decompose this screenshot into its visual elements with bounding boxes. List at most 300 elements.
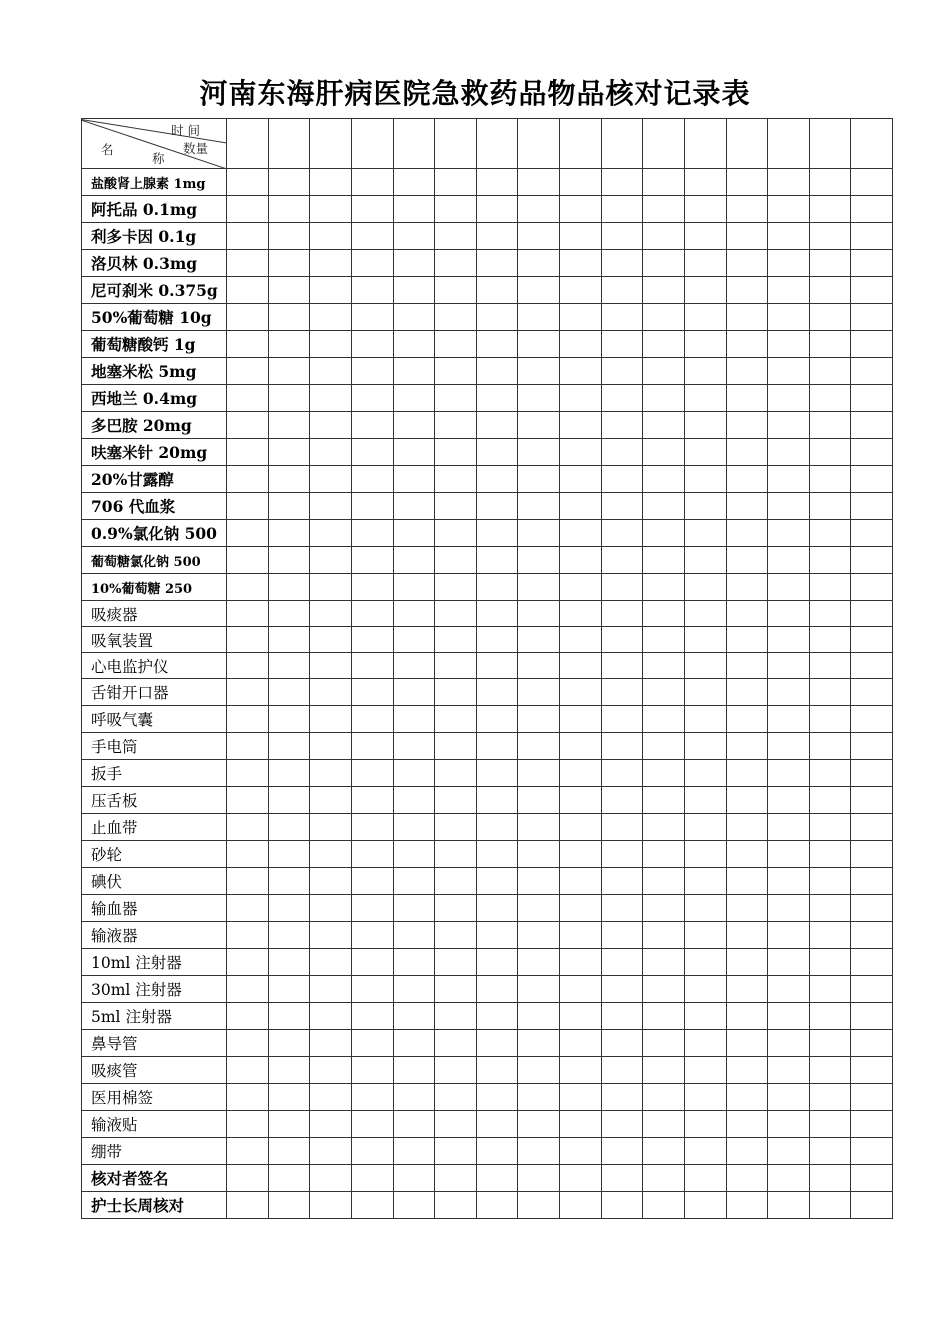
- check-cell[interactable]: [435, 679, 477, 706]
- check-cell[interactable]: [476, 250, 518, 277]
- check-cell[interactable]: [435, 1030, 477, 1057]
- check-cell[interactable]: [809, 601, 851, 627]
- check-cell[interactable]: [768, 196, 810, 223]
- check-cell[interactable]: [227, 169, 269, 196]
- check-cell[interactable]: [851, 412, 893, 439]
- check-cell[interactable]: [560, 547, 602, 574]
- check-cell[interactable]: [351, 169, 393, 196]
- check-cell[interactable]: [476, 733, 518, 760]
- check-cell[interactable]: [851, 627, 893, 653]
- check-cell[interactable]: [518, 679, 560, 706]
- check-cell[interactable]: [768, 679, 810, 706]
- check-cell[interactable]: [476, 223, 518, 250]
- header-time-cell[interactable]: [601, 119, 643, 169]
- check-cell[interactable]: [601, 1084, 643, 1111]
- check-cell[interactable]: [684, 1084, 726, 1111]
- check-cell[interactable]: [268, 814, 310, 841]
- check-cell[interactable]: [476, 627, 518, 653]
- check-cell[interactable]: [351, 250, 393, 277]
- check-cell[interactable]: [268, 895, 310, 922]
- check-cell[interactable]: [518, 1111, 560, 1138]
- check-cell[interactable]: [518, 547, 560, 574]
- check-cell[interactable]: [809, 760, 851, 787]
- check-cell[interactable]: [684, 1003, 726, 1030]
- check-cell[interactable]: [351, 358, 393, 385]
- check-cell[interactable]: [809, 250, 851, 277]
- check-cell[interactable]: [560, 706, 602, 733]
- check-cell[interactable]: [601, 895, 643, 922]
- check-cell[interactable]: [227, 653, 269, 679]
- check-cell[interactable]: [643, 1030, 685, 1057]
- check-cell[interactable]: [476, 547, 518, 574]
- check-cell[interactable]: [393, 895, 435, 922]
- check-cell[interactable]: [393, 627, 435, 653]
- check-cell[interactable]: [310, 466, 352, 493]
- check-cell[interactable]: [227, 627, 269, 653]
- check-cell[interactable]: [809, 814, 851, 841]
- check-cell[interactable]: [393, 1192, 435, 1219]
- check-cell[interactable]: [643, 547, 685, 574]
- check-cell[interactable]: [227, 1084, 269, 1111]
- check-cell[interactable]: [643, 760, 685, 787]
- check-cell[interactable]: [601, 653, 643, 679]
- check-cell[interactable]: [476, 679, 518, 706]
- check-cell[interactable]: [601, 574, 643, 601]
- check-cell[interactable]: [809, 1084, 851, 1111]
- check-cell[interactable]: [227, 358, 269, 385]
- check-cell[interactable]: [435, 331, 477, 358]
- check-cell[interactable]: [476, 601, 518, 627]
- check-cell[interactable]: [351, 277, 393, 304]
- check-cell[interactable]: [393, 733, 435, 760]
- check-cell[interactable]: [435, 169, 477, 196]
- check-cell[interactable]: [768, 385, 810, 412]
- check-cell[interactable]: [768, 787, 810, 814]
- check-cell[interactable]: [768, 1165, 810, 1192]
- check-cell[interactable]: [726, 439, 768, 466]
- check-cell[interactable]: [601, 385, 643, 412]
- check-cell[interactable]: [768, 412, 810, 439]
- check-cell[interactable]: [601, 466, 643, 493]
- check-cell[interactable]: [310, 1138, 352, 1165]
- check-cell[interactable]: [435, 277, 477, 304]
- check-cell[interactable]: [393, 976, 435, 1003]
- check-cell[interactable]: [393, 814, 435, 841]
- check-cell[interactable]: [726, 466, 768, 493]
- check-cell[interactable]: [684, 1165, 726, 1192]
- check-cell[interactable]: [643, 196, 685, 223]
- check-cell[interactable]: [227, 841, 269, 868]
- check-cell[interactable]: [809, 949, 851, 976]
- check-cell[interactable]: [768, 733, 810, 760]
- check-cell[interactable]: [310, 169, 352, 196]
- check-cell[interactable]: [809, 976, 851, 1003]
- check-cell[interactable]: [518, 706, 560, 733]
- header-time-cell[interactable]: [684, 119, 726, 169]
- check-cell[interactable]: [518, 1084, 560, 1111]
- check-cell[interactable]: [809, 1165, 851, 1192]
- check-cell[interactable]: [684, 653, 726, 679]
- check-cell[interactable]: [476, 1165, 518, 1192]
- check-cell[interactable]: [560, 1003, 602, 1030]
- check-cell[interactable]: [268, 304, 310, 331]
- check-cell[interactable]: [809, 706, 851, 733]
- check-cell[interactable]: [601, 493, 643, 520]
- check-cell[interactable]: [851, 1084, 893, 1111]
- check-cell[interactable]: [518, 331, 560, 358]
- check-cell[interactable]: [726, 277, 768, 304]
- check-cell[interactable]: [435, 733, 477, 760]
- check-cell[interactable]: [851, 976, 893, 1003]
- check-cell[interactable]: [393, 1165, 435, 1192]
- check-cell[interactable]: [809, 304, 851, 331]
- check-cell[interactable]: [435, 223, 477, 250]
- check-cell[interactable]: [351, 1111, 393, 1138]
- check-cell[interactable]: [435, 196, 477, 223]
- check-cell[interactable]: [518, 196, 560, 223]
- check-cell[interactable]: [268, 412, 310, 439]
- check-cell[interactable]: [684, 922, 726, 949]
- check-cell[interactable]: [351, 1003, 393, 1030]
- check-cell[interactable]: [851, 277, 893, 304]
- check-cell[interactable]: [601, 358, 643, 385]
- check-cell[interactable]: [560, 304, 602, 331]
- check-cell[interactable]: [560, 331, 602, 358]
- check-cell[interactable]: [809, 787, 851, 814]
- check-cell[interactable]: [851, 1003, 893, 1030]
- check-cell[interactable]: [268, 733, 310, 760]
- check-cell[interactable]: [310, 1003, 352, 1030]
- check-cell[interactable]: [684, 895, 726, 922]
- check-cell[interactable]: [726, 601, 768, 627]
- header-time-cell[interactable]: [351, 119, 393, 169]
- check-cell[interactable]: [851, 949, 893, 976]
- check-cell[interactable]: [560, 196, 602, 223]
- check-cell[interactable]: [851, 331, 893, 358]
- check-cell[interactable]: [809, 1030, 851, 1057]
- check-cell[interactable]: [726, 1192, 768, 1219]
- check-cell[interactable]: [476, 1003, 518, 1030]
- check-cell[interactable]: [435, 1138, 477, 1165]
- check-cell[interactable]: [851, 1138, 893, 1165]
- check-cell[interactable]: [851, 1111, 893, 1138]
- header-time-cell[interactable]: [726, 119, 768, 169]
- check-cell[interactable]: [435, 1111, 477, 1138]
- check-cell[interactable]: [643, 520, 685, 547]
- check-cell[interactable]: [227, 223, 269, 250]
- check-cell[interactable]: [643, 1138, 685, 1165]
- check-cell[interactable]: [351, 412, 393, 439]
- check-cell[interactable]: [227, 733, 269, 760]
- check-cell[interactable]: [518, 1165, 560, 1192]
- check-cell[interactable]: [351, 1084, 393, 1111]
- check-cell[interactable]: [684, 679, 726, 706]
- check-cell[interactable]: [851, 922, 893, 949]
- check-cell[interactable]: [268, 250, 310, 277]
- check-cell[interactable]: [560, 841, 602, 868]
- check-cell[interactable]: [310, 1084, 352, 1111]
- check-cell[interactable]: [351, 439, 393, 466]
- check-cell[interactable]: [643, 1003, 685, 1030]
- check-cell[interactable]: [809, 574, 851, 601]
- check-cell[interactable]: [643, 169, 685, 196]
- check-cell[interactable]: [643, 358, 685, 385]
- check-cell[interactable]: [851, 1030, 893, 1057]
- check-cell[interactable]: [268, 358, 310, 385]
- check-cell[interactable]: [601, 949, 643, 976]
- check-cell[interactable]: [227, 1030, 269, 1057]
- check-cell[interactable]: [684, 976, 726, 1003]
- check-cell[interactable]: [476, 169, 518, 196]
- check-cell[interactable]: [809, 841, 851, 868]
- header-time-cell[interactable]: [393, 119, 435, 169]
- check-cell[interactable]: [684, 1192, 726, 1219]
- check-cell[interactable]: [476, 1138, 518, 1165]
- check-cell[interactable]: [726, 949, 768, 976]
- check-cell[interactable]: [351, 223, 393, 250]
- check-cell[interactable]: [601, 169, 643, 196]
- check-cell[interactable]: [684, 520, 726, 547]
- check-cell[interactable]: [560, 1084, 602, 1111]
- check-cell[interactable]: [518, 169, 560, 196]
- check-cell[interactable]: [435, 412, 477, 439]
- check-cell[interactable]: [560, 627, 602, 653]
- check-cell[interactable]: [684, 358, 726, 385]
- check-cell[interactable]: [393, 787, 435, 814]
- check-cell[interactable]: [351, 760, 393, 787]
- check-cell[interactable]: [393, 331, 435, 358]
- check-cell[interactable]: [476, 1057, 518, 1084]
- check-cell[interactable]: [310, 841, 352, 868]
- check-cell[interactable]: [268, 868, 310, 895]
- check-cell[interactable]: [310, 358, 352, 385]
- check-cell[interactable]: [768, 1192, 810, 1219]
- check-cell[interactable]: [560, 653, 602, 679]
- check-cell[interactable]: [351, 706, 393, 733]
- check-cell[interactable]: [601, 706, 643, 733]
- check-cell[interactable]: [768, 493, 810, 520]
- check-cell[interactable]: [560, 1030, 602, 1057]
- check-cell[interactable]: [476, 976, 518, 1003]
- check-cell[interactable]: [310, 787, 352, 814]
- check-cell[interactable]: [768, 1003, 810, 1030]
- check-cell[interactable]: [435, 895, 477, 922]
- check-cell[interactable]: [476, 1084, 518, 1111]
- check-cell[interactable]: [227, 250, 269, 277]
- check-cell[interactable]: [726, 1165, 768, 1192]
- check-cell[interactable]: [393, 520, 435, 547]
- check-cell[interactable]: [768, 895, 810, 922]
- check-cell[interactable]: [310, 706, 352, 733]
- check-cell[interactable]: [809, 358, 851, 385]
- check-cell[interactable]: [310, 385, 352, 412]
- check-cell[interactable]: [268, 706, 310, 733]
- check-cell[interactable]: [601, 627, 643, 653]
- check-cell[interactable]: [601, 868, 643, 895]
- check-cell[interactable]: [518, 1192, 560, 1219]
- check-cell[interactable]: [351, 520, 393, 547]
- check-cell[interactable]: [227, 1003, 269, 1030]
- check-cell[interactable]: [851, 814, 893, 841]
- check-cell[interactable]: [601, 1030, 643, 1057]
- check-cell[interactable]: [809, 331, 851, 358]
- header-time-cell[interactable]: [809, 119, 851, 169]
- check-cell[interactable]: [435, 250, 477, 277]
- check-cell[interactable]: [310, 1111, 352, 1138]
- check-cell[interactable]: [476, 331, 518, 358]
- check-cell[interactable]: [310, 895, 352, 922]
- check-cell[interactable]: [643, 787, 685, 814]
- header-time-cell[interactable]: [560, 119, 602, 169]
- check-cell[interactable]: [310, 223, 352, 250]
- check-cell[interactable]: [768, 1057, 810, 1084]
- check-cell[interactable]: [435, 358, 477, 385]
- check-cell[interactable]: [809, 196, 851, 223]
- check-cell[interactable]: [310, 250, 352, 277]
- check-cell[interactable]: [227, 601, 269, 627]
- check-cell[interactable]: [435, 574, 477, 601]
- check-cell[interactable]: [684, 439, 726, 466]
- check-cell[interactable]: [643, 1084, 685, 1111]
- check-cell[interactable]: [809, 493, 851, 520]
- check-cell[interactable]: [560, 1057, 602, 1084]
- check-cell[interactable]: [393, 358, 435, 385]
- check-cell[interactable]: [227, 814, 269, 841]
- check-cell[interactable]: [351, 1057, 393, 1084]
- check-cell[interactable]: [227, 547, 269, 574]
- check-cell[interactable]: [393, 439, 435, 466]
- check-cell[interactable]: [268, 601, 310, 627]
- check-cell[interactable]: [310, 679, 352, 706]
- check-cell[interactable]: [684, 169, 726, 196]
- check-cell[interactable]: [601, 787, 643, 814]
- check-cell[interactable]: [601, 250, 643, 277]
- check-cell[interactable]: [643, 814, 685, 841]
- check-cell[interactable]: [435, 868, 477, 895]
- check-cell[interactable]: [643, 1192, 685, 1219]
- check-cell[interactable]: [393, 841, 435, 868]
- check-cell[interactable]: [310, 868, 352, 895]
- check-cell[interactable]: [684, 1138, 726, 1165]
- check-cell[interactable]: [268, 1192, 310, 1219]
- check-cell[interactable]: [726, 706, 768, 733]
- check-cell[interactable]: [684, 814, 726, 841]
- check-cell[interactable]: [518, 949, 560, 976]
- check-cell[interactable]: [851, 868, 893, 895]
- check-cell[interactable]: [227, 520, 269, 547]
- check-cell[interactable]: [227, 787, 269, 814]
- check-cell[interactable]: [393, 1138, 435, 1165]
- check-cell[interactable]: [601, 1138, 643, 1165]
- check-cell[interactable]: [393, 601, 435, 627]
- check-cell[interactable]: [726, 1003, 768, 1030]
- check-cell[interactable]: [518, 223, 560, 250]
- check-cell[interactable]: [851, 760, 893, 787]
- check-cell[interactable]: [601, 841, 643, 868]
- check-cell[interactable]: [601, 922, 643, 949]
- check-cell[interactable]: [726, 733, 768, 760]
- check-cell[interactable]: [851, 841, 893, 868]
- check-cell[interactable]: [351, 653, 393, 679]
- check-cell[interactable]: [351, 1030, 393, 1057]
- check-cell[interactable]: [393, 679, 435, 706]
- check-cell[interactable]: [601, 1003, 643, 1030]
- check-cell[interactable]: [726, 895, 768, 922]
- check-cell[interactable]: [601, 1192, 643, 1219]
- check-cell[interactable]: [560, 385, 602, 412]
- check-cell[interactable]: [851, 679, 893, 706]
- check-cell[interactable]: [768, 250, 810, 277]
- check-cell[interactable]: [268, 385, 310, 412]
- check-cell[interactable]: [268, 1165, 310, 1192]
- check-cell[interactable]: [851, 1165, 893, 1192]
- check-cell[interactable]: [601, 520, 643, 547]
- check-cell[interactable]: [476, 922, 518, 949]
- check-cell[interactable]: [643, 574, 685, 601]
- check-cell[interactable]: [268, 574, 310, 601]
- check-cell[interactable]: [726, 169, 768, 196]
- check-cell[interactable]: [393, 412, 435, 439]
- check-cell[interactable]: [476, 1111, 518, 1138]
- check-cell[interactable]: [435, 493, 477, 520]
- check-cell[interactable]: [268, 331, 310, 358]
- check-cell[interactable]: [351, 385, 393, 412]
- check-cell[interactable]: [310, 653, 352, 679]
- check-cell[interactable]: [560, 520, 602, 547]
- check-cell[interactable]: [643, 895, 685, 922]
- check-cell[interactable]: [393, 196, 435, 223]
- check-cell[interactable]: [476, 358, 518, 385]
- check-cell[interactable]: [227, 304, 269, 331]
- check-cell[interactable]: [809, 1111, 851, 1138]
- check-cell[interactable]: [809, 627, 851, 653]
- check-cell[interactable]: [684, 466, 726, 493]
- check-cell[interactable]: [227, 493, 269, 520]
- check-cell[interactable]: [518, 1003, 560, 1030]
- check-cell[interactable]: [643, 679, 685, 706]
- header-time-cell[interactable]: [476, 119, 518, 169]
- check-cell[interactable]: [684, 787, 726, 814]
- check-cell[interactable]: [643, 277, 685, 304]
- check-cell[interactable]: [310, 976, 352, 1003]
- check-cell[interactable]: [310, 277, 352, 304]
- check-cell[interactable]: [227, 331, 269, 358]
- check-cell[interactable]: [768, 439, 810, 466]
- check-cell[interactable]: [268, 679, 310, 706]
- check-cell[interactable]: [643, 627, 685, 653]
- check-cell[interactable]: [435, 814, 477, 841]
- check-cell[interactable]: [851, 653, 893, 679]
- check-cell[interactable]: [851, 706, 893, 733]
- check-cell[interactable]: [560, 733, 602, 760]
- check-cell[interactable]: [518, 733, 560, 760]
- check-cell[interactable]: [476, 949, 518, 976]
- check-cell[interactable]: [560, 787, 602, 814]
- check-cell[interactable]: [351, 1192, 393, 1219]
- check-cell[interactable]: [268, 547, 310, 574]
- check-cell[interactable]: [393, 868, 435, 895]
- header-time-cell[interactable]: [851, 119, 893, 169]
- check-cell[interactable]: [768, 547, 810, 574]
- check-cell[interactable]: [518, 922, 560, 949]
- check-cell[interactable]: [851, 493, 893, 520]
- check-cell[interactable]: [768, 1084, 810, 1111]
- check-cell[interactable]: [476, 439, 518, 466]
- check-cell[interactable]: [435, 976, 477, 1003]
- check-cell[interactable]: [809, 895, 851, 922]
- check-cell[interactable]: [268, 760, 310, 787]
- check-cell[interactable]: [809, 1192, 851, 1219]
